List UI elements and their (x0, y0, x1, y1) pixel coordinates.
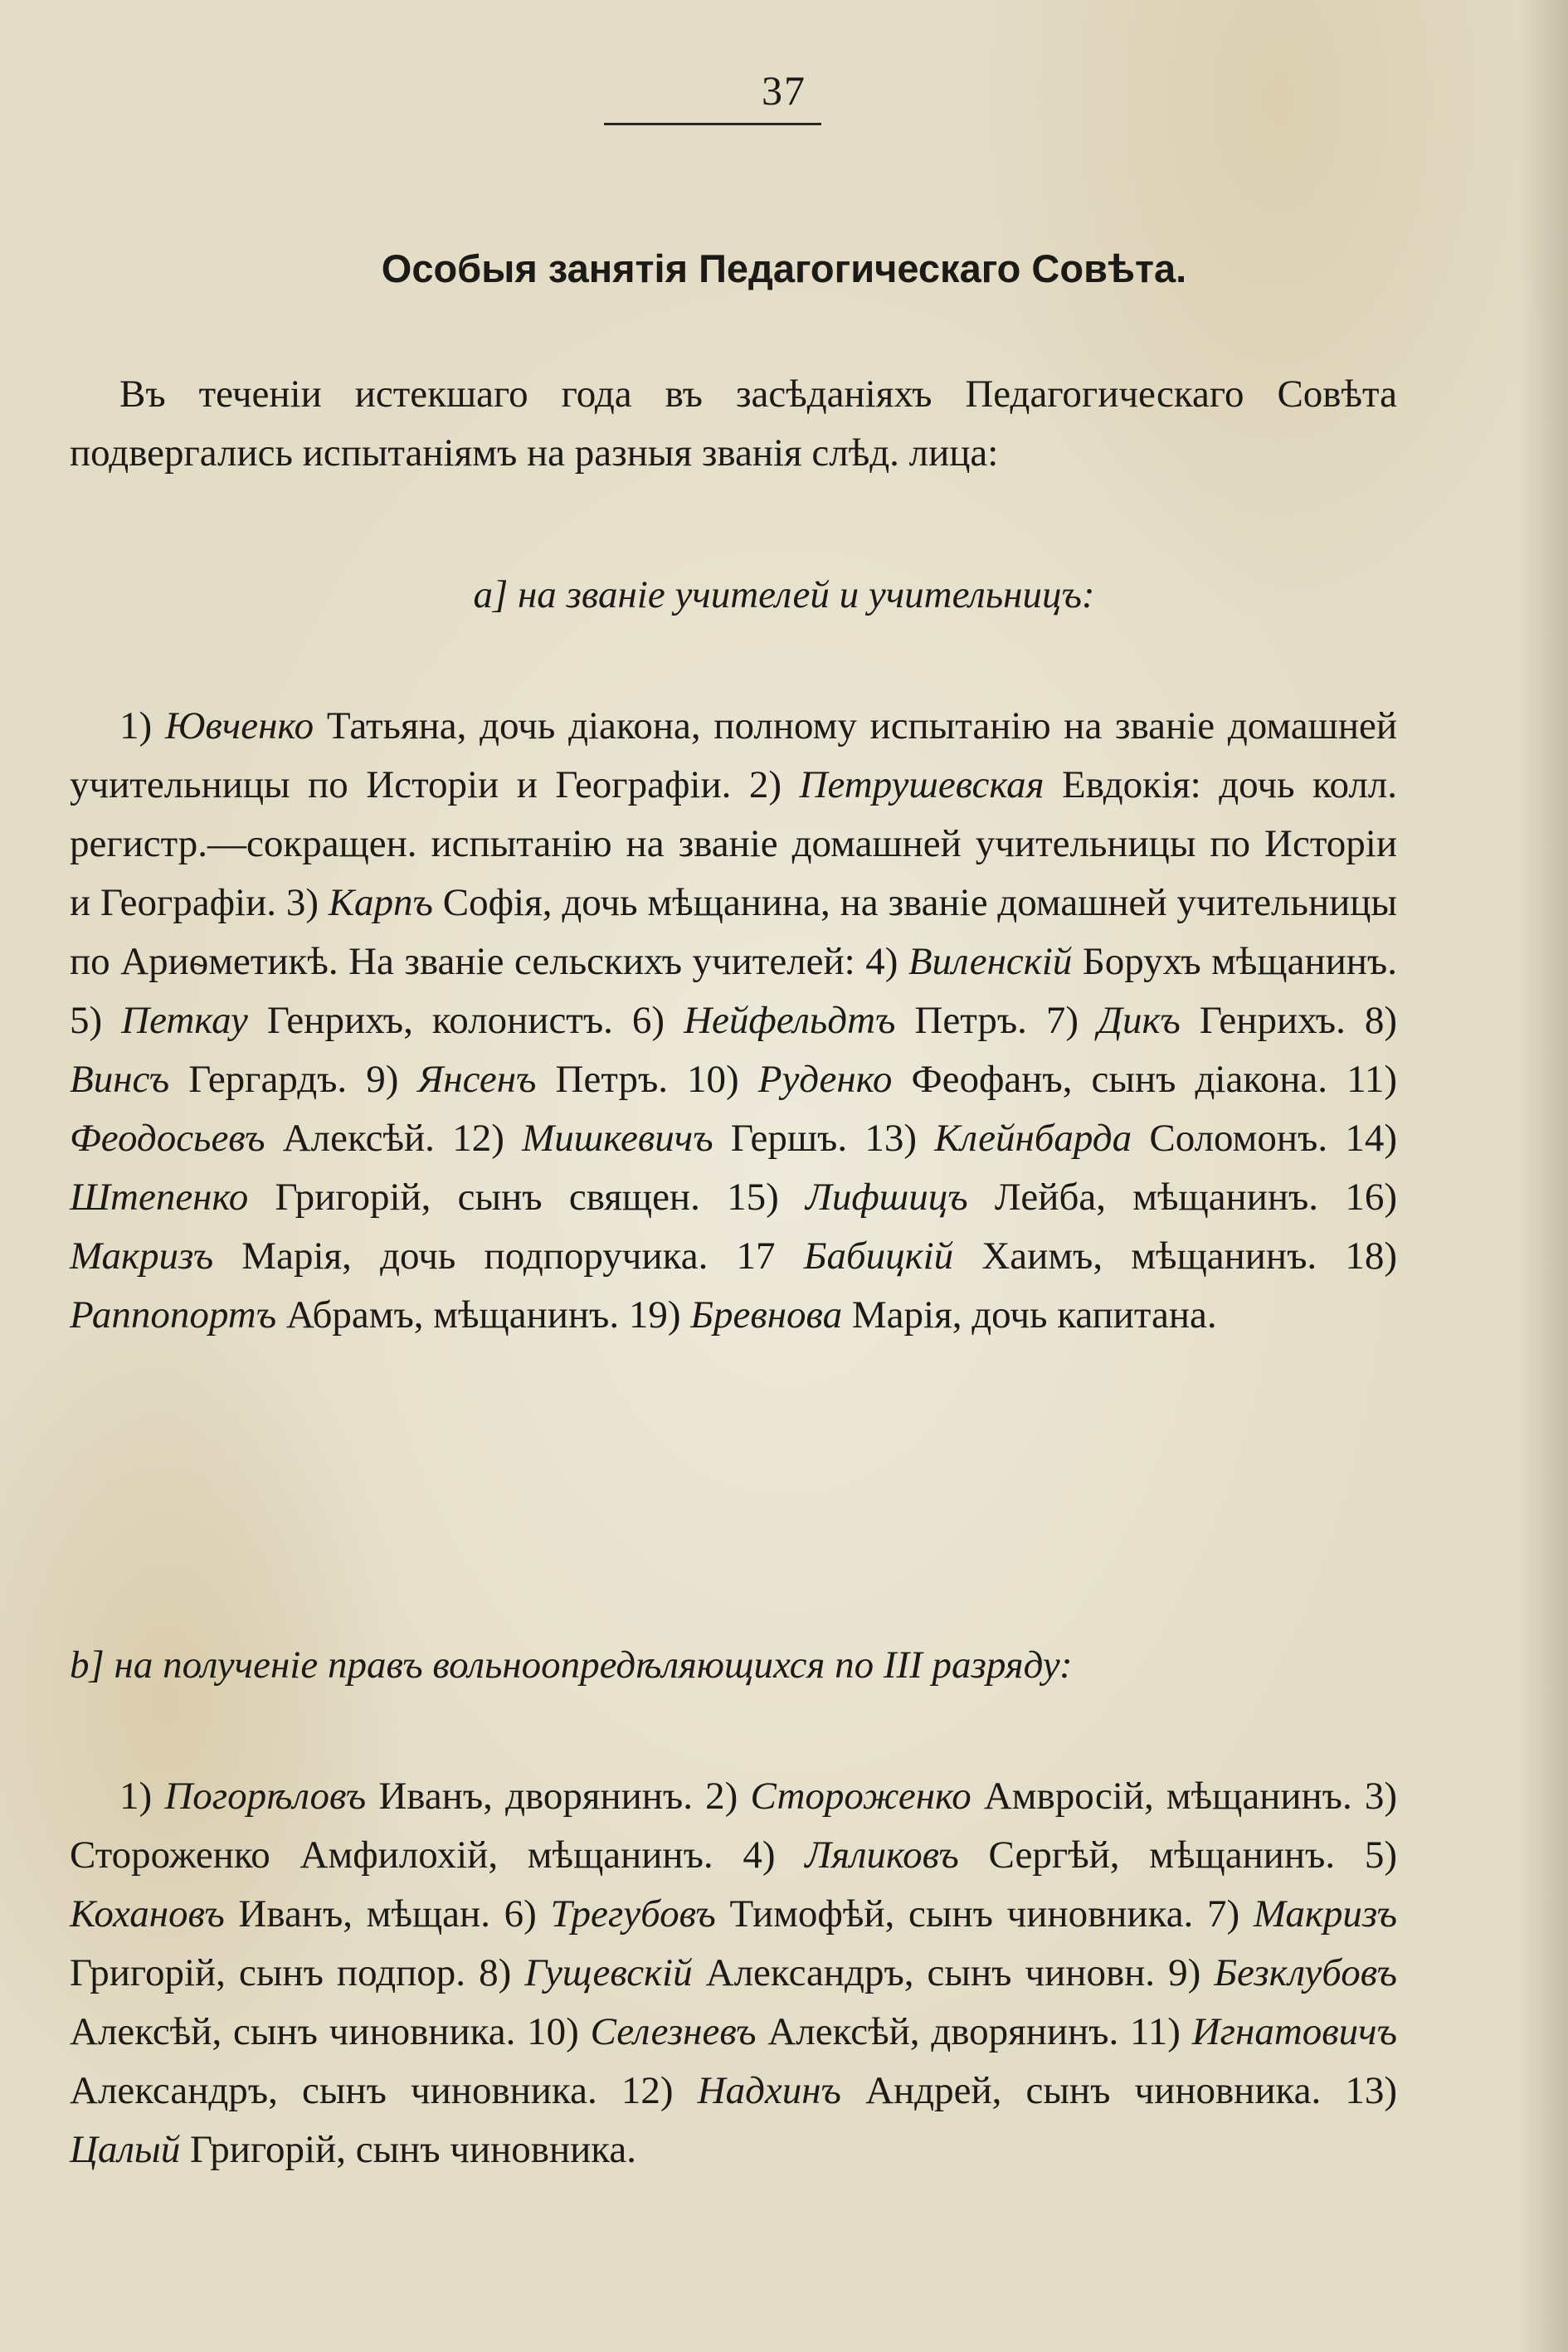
entry-surname: Раппопортъ (70, 1293, 277, 1337)
page-number: 37 (762, 67, 806, 114)
list-item (737, 1234, 1346, 1278)
entry-details: Андрей, сынъ чиновника. (840, 2069, 1346, 2112)
entry-surname: Виленскій (908, 940, 1073, 983)
entry-number: 6) (504, 1892, 551, 1936)
entry-surname: Руденко (757, 1058, 893, 1101)
list-item (479, 1951, 1168, 1994)
entry-surname: Янсенъ (417, 1058, 537, 1101)
entry-surname: Мишкевичъ (522, 1117, 713, 1160)
entry-details: Евдокія: дочь колл. регистр.—сокращен. испытанію на званіе домашней учительницы по Исторіи и Географіи. (70, 763, 1397, 924)
entry-number: 15) (727, 1176, 806, 1219)
entry-details: Генрихъ, колонистъ. (247, 999, 632, 1042)
entry-surname: Дикъ (1098, 999, 1181, 1042)
list-item (687, 1058, 1346, 1101)
entry-number: 7) (1207, 1892, 1254, 1936)
entry-number: 14) (1345, 1117, 1397, 1160)
intro-paragraph: Въ теченіи истекшаго года въ засѣданіяхъ Педагогическаго Совѣта подвергались испытаніямъ на разныя званія слѣд. лица: (70, 373, 1397, 475)
entry-surname: Безклубовъ (1214, 1951, 1397, 1994)
entry-details: Григорій, сынъ чиновника. (180, 2128, 637, 2171)
entry-details: Сергѣй, мѣщанинъ. (958, 1833, 1365, 1877)
entry-surname: Кохановъ (70, 1892, 225, 1936)
list-item (864, 1117, 1345, 1160)
entry-details: Тимофѣй, сынъ чиновника. (715, 1892, 1208, 1936)
entry-details: Хаимъ, мѣщанинъ. (953, 1234, 1346, 1278)
entry-details: Борухъ мѣщанинъ. (1072, 940, 1397, 983)
list-item (366, 1058, 687, 1101)
entry-details: Александръ, сынъ чиновника. (70, 2069, 621, 2112)
entry-number: 16) (1345, 1176, 1397, 1219)
section-a-heading: a] на званіе учителей и учительницъ: (473, 573, 1095, 616)
section-b-paragraph (70, 1767, 1397, 2179)
entry-number: 17 (736, 1234, 804, 1278)
list-item (527, 2010, 1130, 2053)
entry-details: Александръ, сынъ чиновн. (692, 1951, 1169, 1994)
entry-number: 5) (70, 999, 122, 1042)
entry-number: 10) (687, 1058, 758, 1101)
entry-number: 11) (1346, 1058, 1398, 1101)
entry-number: 18) (1345, 1234, 1398, 1278)
entry-surname: Ювченко (164, 704, 314, 747)
entry-number: 12) (621, 2069, 698, 2112)
list-item (70, 999, 632, 1042)
entry-surname: Макризъ (1253, 1892, 1397, 1936)
entry-number: 4) (865, 940, 908, 983)
entry-surname: Селезневъ (590, 2010, 757, 2053)
entry-surname: Стороженко (750, 1775, 971, 1818)
entry-surname: Ляликовъ (805, 1833, 959, 1877)
entry-number: 10) (527, 2010, 591, 2053)
entry-number: 5) (1364, 1833, 1397, 1877)
entry-details: Феофанъ, сынъ діакона. (892, 1058, 1347, 1101)
entry-details: Марія, дочь капитана. (842, 1293, 1217, 1337)
section-b-heading: b] на полученіе правъ вольноопредѣляющихся по III разряду: (70, 1643, 1073, 1687)
entry-number: 3) (1364, 1775, 1398, 1818)
entry-details: Амвросій, мѣщанинъ. (971, 1775, 1365, 1818)
entry-details: Алексѣй, дворянинъ. (756, 2010, 1131, 2053)
list-item (621, 2069, 1346, 2112)
list-item (705, 1775, 1365, 1818)
entry-number: 13) (864, 1117, 935, 1160)
list-item (452, 1117, 864, 1160)
entry-number: 9) (366, 1058, 418, 1101)
entry-details: Гершъ. (713, 1117, 865, 1160)
list-item (119, 1775, 705, 1818)
entry-surname: Трегубовъ (550, 1892, 716, 1936)
entry-surname: Штепенко (70, 1176, 249, 1219)
entry-number: 6) (631, 999, 684, 1042)
entry-surname: Погорѣловъ (164, 1775, 367, 1818)
entry-details: Генрихъ. (1180, 999, 1365, 1042)
entry-surname: Петрушевская (799, 763, 1045, 806)
entry-number: 12) (452, 1117, 523, 1160)
entry-details: Соломонъ. (1132, 1117, 1346, 1160)
page-edge-shadow (1518, 0, 1568, 2352)
entry-number: 1) (119, 704, 165, 747)
entry-surname: Клейнбарда (934, 1117, 1132, 1160)
entry-details: Григорій, сынъ священ. (248, 1176, 728, 1219)
entry-details: Алексѣй, сынъ чиновника. (70, 2010, 528, 2053)
entry-surname: Игнатовичъ (1191, 2010, 1397, 2053)
list-item (629, 1293, 1217, 1337)
list-item (727, 1176, 1345, 1219)
list-item (1046, 999, 1365, 1042)
entry-details: Абрамъ, мѣщанинъ. (276, 1293, 629, 1337)
entry-details: Марія, дочь подпоручика. (213, 1234, 737, 1278)
entry-number: 7) (1045, 999, 1098, 1042)
entry-surname: Макризъ (70, 1234, 214, 1278)
entry-number: 2) (748, 763, 800, 806)
entry-number: 19) (628, 1293, 691, 1337)
list-item (865, 940, 1397, 983)
list-item (743, 1833, 1364, 1877)
entry-surname: Лифшицъ (806, 1176, 968, 1219)
list-item (632, 999, 1046, 1042)
entry-details: Лейба, мѣщанинъ. (967, 1176, 1346, 1219)
entry-surname: Нейфельдтъ (684, 999, 896, 1042)
page-number-rule (604, 123, 821, 125)
entry-surname: Надхинъ (697, 2069, 841, 2112)
entry-surname: Гущевскій (524, 1951, 693, 1994)
entry-number: 8) (479, 1951, 525, 1994)
entry-details: Алексѣй. (265, 1117, 453, 1160)
entry-details: Петръ. (895, 999, 1046, 1042)
entry-surname: Феодосьевъ (70, 1117, 265, 1160)
entry-details: Софія, дочь мѣщанина, на званіе домашней учительницы по Ариѳметикѣ. На званіе сельскихъ учителей: (70, 881, 1397, 983)
entry-details: Стороженко Амфилохій, мѣщанинъ. (70, 1833, 743, 1877)
section-a-paragraph (70, 697, 1397, 1345)
entry-details: Петръ. (536, 1058, 688, 1101)
entry-number: 4) (743, 1833, 806, 1877)
entry-surname: Петкау (121, 999, 248, 1042)
entry-number: 9) (1168, 1951, 1215, 1994)
entry-details: Гергардъ. (169, 1058, 367, 1101)
entry-surname: Цалый (70, 2128, 181, 2171)
entry-number: 13) (1345, 2069, 1398, 2112)
page-title: Особыя занятія Педагогическаго Совѣта. (381, 246, 1187, 290)
entry-details: Иванъ, дворянинъ. (366, 1775, 706, 1818)
entry-surname: Бабицкій (803, 1234, 954, 1278)
entry-surname: Карпъ (328, 881, 433, 924)
entry-number: 3) (285, 881, 329, 924)
entry-details: Татьяна, дочь діакона, полному испытанію на званіе домашней учительницы по Исторіи и Географіи. (70, 704, 1397, 806)
entry-number: 1) (119, 1775, 165, 1818)
entry-number: 11) (1130, 2010, 1192, 2053)
entry-details: Иванъ, мѣщан. (224, 1892, 504, 1936)
entry-number: 8) (1364, 999, 1398, 1042)
list-item (504, 1892, 1207, 1936)
entry-details: Григорій, сынъ подпор. (70, 1951, 480, 1994)
entry-number: 2) (705, 1775, 751, 1818)
entry-surname: Бревнова (690, 1293, 843, 1337)
entry-surname: Винсъ (70, 1058, 170, 1101)
